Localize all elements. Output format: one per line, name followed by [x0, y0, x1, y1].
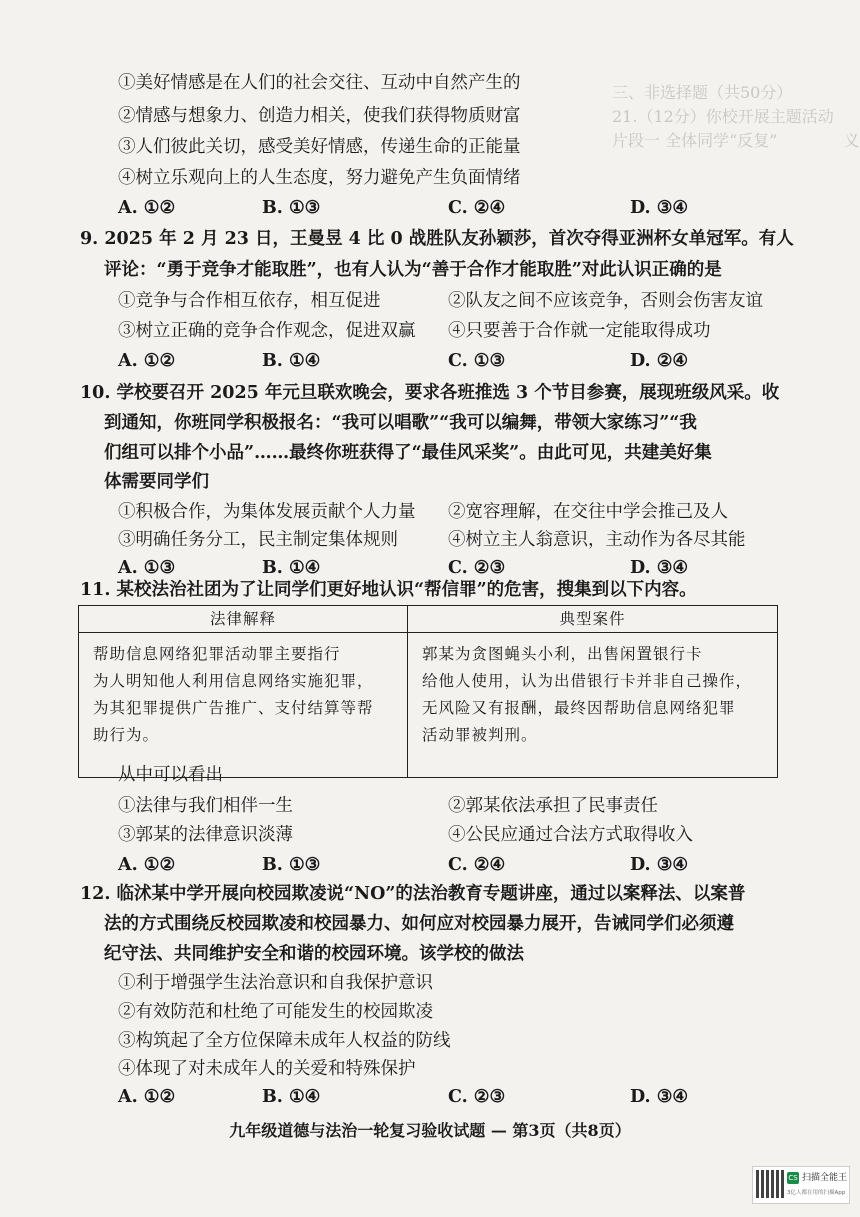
q9-option-d: D. ②④	[630, 351, 689, 371]
q11-option-b: B. ①③	[262, 855, 321, 875]
q12-option-d: D. ③④	[630, 1087, 689, 1107]
q11-item-2: ②郭某依法承担了民事责任	[448, 796, 658, 816]
table-cell-typical-case: 郭某为贪图蝇头小利，出售闲置银行卡 给他人使用，认为出借银行卡并非自己操作， 无风险又有报酬，最终因帮助信息网络犯罪 活动罪被判刑。	[408, 633, 778, 778]
q10-stem-line-2: 到通知，你班同学积极报名：“我可以唱歌”“我可以编舞，带领大家练习”“我	[104, 413, 697, 433]
q10-option-d: D. ③④	[630, 558, 689, 578]
q8-option-a: A. ①②	[118, 198, 176, 218]
law-case-table	[78, 605, 778, 778]
q11-option-a: A. ①②	[118, 855, 176, 875]
q9-stem-line-1: 9. 2025 年 2 月 23 日，王曼昱 4 比 0 战胜队友孙颖莎，首次夺得亚洲杯女单冠军。有人	[80, 229, 794, 249]
q12-option-a: A. ①②	[118, 1087, 176, 1107]
q9-option-b: B. ①④	[262, 351, 321, 371]
q9-option-c: C. ①③	[448, 351, 506, 371]
q9-item-3: ③树立正确的竞争合作观念，促进双赢	[118, 321, 416, 341]
q8-option-b: B. ①③	[262, 198, 321, 218]
q11-option-c: C. ②④	[448, 855, 506, 875]
q11-item-4: ④公民应通过合法方式取得收入	[448, 825, 693, 845]
bleed-through-text: 片段一 全体同学“反复” 义	[612, 131, 860, 150]
q9-item-1: ①竞争与合作相互依存，相互促进	[118, 291, 381, 311]
q12-item-3: ③构筑起了全方位保障未成年人权益的防线	[118, 1031, 451, 1051]
q12-stem-line-2: 法的方式围绕反校园欺凌和校园暴力、如何应对校园暴力展开，告诫同学们必须遵	[104, 914, 734, 934]
bleed-through-text: 三、非选择题（共50分）	[612, 83, 793, 102]
q9-option-a: A. ①②	[118, 351, 176, 371]
q10-stem-line-4: 体需要同学们	[104, 472, 209, 492]
q8-item-1: ①美好情感是在人们的社会交往、互动中自然产生的	[118, 73, 521, 93]
q12-stem-line-3: 纪守法、共同维护安全和谐的校园环境。该学校的做法	[104, 944, 524, 964]
scanner-tagline: 3亿人都在用的扫描App	[787, 1190, 846, 1196]
q8-item-4: ④树立乐观向上的人生态度，努力避免产生负面情绪	[118, 168, 521, 188]
q10-option-c: C. ②③	[448, 558, 506, 578]
q10-item-1: ①积极合作，为集体发展贡献个人力量	[118, 502, 416, 522]
table-header-typical-case: 典型案件	[408, 606, 778, 633]
q11-item-1: ①法律与我们相伴一生	[118, 796, 293, 816]
q10-option-a: A. ①③	[118, 558, 176, 578]
q11-option-d: D. ③④	[630, 855, 689, 875]
q12-stem-line-1: 12. 临沭某中学开展向校园欺凌说“NO”的法治教育专题讲座，通过以案释法、以案普	[80, 884, 746, 904]
q11-lead: 从中可以看出	[118, 765, 223, 785]
table-header-legal-explanation: 法律解释	[79, 606, 408, 633]
q10-item-4: ④树立主人翁意识，主动作为各尽其能	[448, 530, 746, 550]
scanner-brand: 扫描全能王	[802, 1173, 848, 1183]
q8-item-2: ②情感与想象力、创造力相关，使我们获得物质财富	[118, 106, 521, 126]
q8-option-c: C. ②④	[448, 198, 506, 218]
q10-stem-line-3: 们组可以排个小品”……最终你班获得了“最佳风采奖”。由此可见，共建美好集	[104, 443, 712, 463]
q12-item-4: ④体现了对未成年人的关爱和特殊保护	[118, 1059, 416, 1079]
q12-item-1: ①利于增强学生法治意识和自我保护意识	[118, 973, 433, 993]
qr-code-icon	[756, 1170, 784, 1198]
bleed-through-text: 21.（12分）你校开展主题活动	[612, 107, 834, 126]
q12-item-2: ②有效防范和杜绝了可能发生的校园欺凌	[118, 1002, 433, 1022]
q9-item-2: ②队友之间不应该竞争，否则会伤害友谊	[448, 291, 763, 311]
q9-stem-line-2: 评论：“勇于竞争才能取胜”，也有人认为“善于合作才能取胜”对此认识正确的是	[104, 260, 722, 280]
q12-option-b: B. ①④	[262, 1087, 321, 1107]
page-footer: 九年级道德与法治一轮复习验收试题 — 第3页（共8页）	[229, 1121, 631, 1140]
q10-option-b: B. ①④	[262, 558, 321, 578]
scanner-watermark	[752, 1166, 850, 1204]
q12-option-c: C. ②③	[448, 1087, 506, 1107]
q11-item-3: ③郭某的法律意识淡薄	[118, 825, 293, 845]
q10-item-3: ③明确任务分工，民主制定集体规则	[118, 530, 398, 550]
cs-logo-icon: CS	[788, 1174, 798, 1182]
table-cell-legal-explanation: 帮助信息网络犯罪活动罪主要指行 为人明知他人利用信息网络实施犯罪， 为其犯罪提供广告推广、支付结算等帮 助行为。	[79, 633, 408, 778]
q8-option-d: D. ③④	[630, 198, 689, 218]
q8-item-3: ③人们彼此关切，感受美好情感，传递生命的正能量	[118, 137, 521, 157]
q11-stem: 11. 某校法治社团为了让同学们更好地认识“帮信罪”的危害，搜集到以下内容。	[80, 580, 697, 600]
q9-item-4: ④只要善于合作就一定能取得成功	[448, 321, 711, 341]
q10-stem-line-1: 10. 学校要召开 2025 年元旦联欢晚会，要求各班推选 3 个节目参赛，展现班级风采。收	[80, 383, 780, 403]
q10-item-2: ②宽容理解，在交往中学会推己及人	[448, 502, 728, 522]
